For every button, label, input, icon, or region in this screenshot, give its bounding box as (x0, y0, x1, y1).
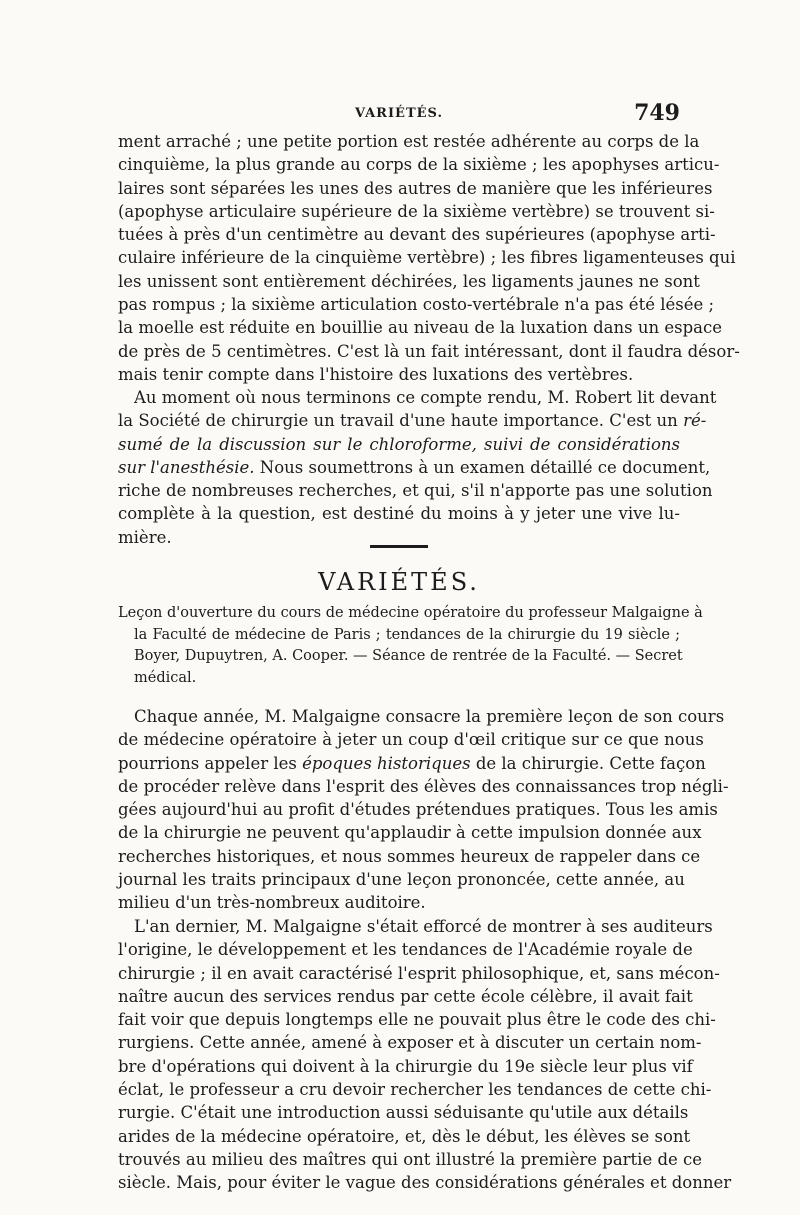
text-line: L'an dernier, M. Malgaigne s'était efforcé de montrer à ses auditeurs (134, 917, 713, 936)
running-head-title: VARIÉTÉS. (355, 106, 443, 121)
text-line: cinquième, la plus grande au corps de la sixième ; les apophyses articu- (118, 155, 720, 175)
text-line: éclat, le professeur a cru devoir rechercher les tendances de cette chi- (118, 1080, 712, 1100)
summary-line: Boyer, Dupuytren, A. Cooper. — Séance de rentrée de la Faculté. — Secret (134, 648, 683, 664)
text-line: laires sont séparées les unes des autres de manière que les inférieures (118, 178, 713, 198)
text-line: l'origine, le développement et les tendances de l'Académie royale de (118, 940, 693, 960)
text-line: tuées à près d'un centimètre au devant des supérieures (apophyse arti- (118, 225, 716, 245)
text-line: recherches historiques, et nous sommes heureux de rappeler dans ce (118, 846, 701, 866)
text-line: Chaque année, M. Malgaigne consacre la première leçon de son cours (134, 707, 725, 726)
text-line: culaire inférieure de la cinquième vertèbre) ; les fibres ligamenteuses qui (118, 248, 736, 268)
text-line: milieu d'un très-nombreux auditoire. (118, 893, 426, 913)
text-line: naître aucun des services rendus par cette école célèbre, il avait fait (118, 986, 693, 1006)
running-head (118, 100, 680, 126)
section-summary (118, 603, 703, 689)
text-line: sur l'anesthésie. Nous soumettrons à un examen détaillé ce document, (118, 457, 711, 477)
text-line: pourrions appeler les époques historiques de la chirurgie. Cette façon (118, 753, 706, 773)
section-title: VARIÉTÉS. (318, 568, 480, 596)
text-line: rurgie. C'était une introduction aussi séduisante qu'utile aux détails (118, 1103, 689, 1123)
text-line: de la chirurgie ne peuvent qu'applaudir à cette impulsion donnée aux (118, 823, 702, 843)
summary-line: Leçon d'ouverture du cours de médecine opératoire du professeur Malgaigne à (118, 605, 703, 621)
text-line: fait voir que depuis longtemps elle ne pouvait plus être le code des chi- (118, 1010, 716, 1030)
text-line: sumé de la discussion sur le chloroforme, suivi de considérations (118, 434, 680, 454)
text-line: journal les traits principaux d'une leçon prononcée, cette année, au (118, 870, 685, 890)
text-line: pas rompus ; la sixième articulation costo-vertébrale n'a pas été lésée ; (118, 295, 715, 315)
text-line: Au moment où nous terminons ce compte rendu, M. Robert lit devant (134, 388, 717, 407)
text-line: chirurgie ; il en avait caractérisé l'esprit philosophique, et, sans mécon- (118, 963, 720, 983)
text-line: mière. (118, 527, 172, 547)
text-line: de procéder relève dans l'esprit des élèves des connaissances trop négli- (118, 776, 729, 796)
paragraph-robert (118, 386, 717, 549)
summary-line: la Faculté de médecine de Paris ; tendances de la chirurgie du 19 siècle ; (134, 626, 680, 643)
text-line: arides de la médecine opératoire, et, dès le début, les élèves se sont (118, 1126, 691, 1146)
summary-line: médical. (134, 669, 197, 686)
text-line: de médecine opératoire à jeter un coup d'œil critique sur ce que nous (118, 730, 704, 750)
text-line: la moelle est réduite en bouillie au niveau de la luxation dans un espace (118, 318, 722, 338)
section-divider (370, 545, 428, 548)
paragraph-autopsy (118, 130, 740, 386)
text-line: gées aujourd'hui au profit d'études prétendues pratiques. Tous les amis (118, 800, 718, 820)
text-line: les unissent sont entièrement déchirées, les ligaments jaunes ne sont (118, 271, 700, 291)
text-line: trouvés au milieu des maîtres qui ont illustré la première partie de ce (118, 1149, 703, 1169)
text-line: siècle. Mais, pour éviter le vague des considérations générales et donner (118, 1173, 732, 1193)
text-line: riche de nombreuses recherches, et qui, s'il n'apporte pas une solution (118, 481, 713, 501)
text-line: bre d'opérations qui doivent à la chirurgie du 19e siècle leur plus vif (118, 1056, 693, 1076)
text-line: la Société de chirurgie un travail d'une haute importance. C'est un ré- (118, 411, 707, 431)
text-line: mais tenir compte dans l'histoire des luxations des vertèbres. (118, 364, 634, 384)
page-number: 749 (634, 100, 680, 126)
paragraph-last-year (118, 915, 732, 1195)
text-line: (apophyse articulaire supérieure de la sixième vertèbre) se trouvent si- (118, 201, 715, 221)
text-line: complète à la question, est destiné du moins à y jeter une vive lu- (118, 504, 680, 524)
paragraph-malgaigne (118, 705, 729, 915)
text-line: ment arraché ; une petite portion est restée adhérente au corps de la (118, 132, 700, 151)
text-line: rurgiens. Cette année, amené à exposer et à discuter un certain nom- (118, 1033, 702, 1053)
text-line: de près de 5 centimètres. C'est là un fait intéressant, dont il faudra désor- (118, 341, 740, 361)
